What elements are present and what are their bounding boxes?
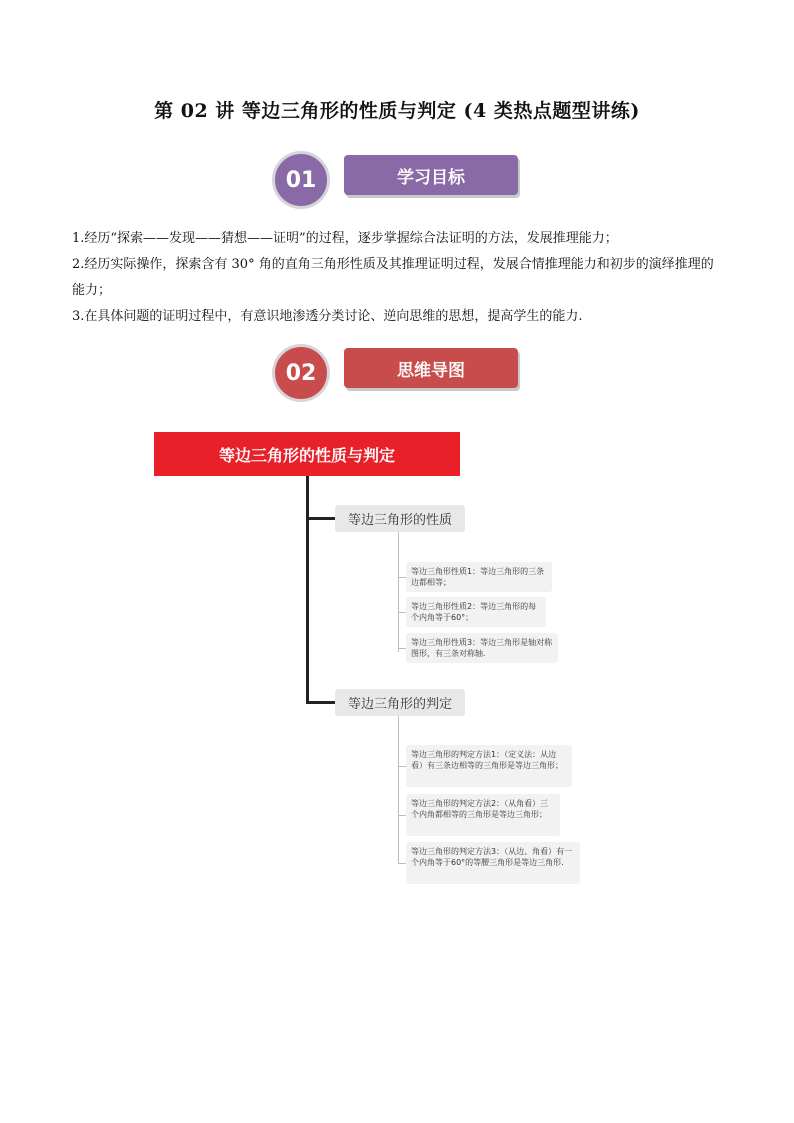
mindmap-leaf: 等边三角形的判定方法1：（定义法：从边看）有三条边相等的三角形是等边三角形； — [406, 745, 572, 787]
section-label: 思维导图 — [344, 348, 518, 388]
connector-line — [398, 532, 399, 652]
mindmap-branch-properties: 等边三角形的性质 — [335, 505, 465, 532]
mindmap-leaf: 等边三角形性质1：等边三角形的三条边都相等； — [406, 562, 552, 592]
connector-line — [398, 648, 406, 649]
connector-line — [306, 701, 336, 704]
section-label: 学习目标 — [344, 155, 518, 195]
mindmap-branch-criteria: 等边三角形的判定 — [335, 689, 465, 716]
connector-line — [398, 863, 406, 864]
section-number: 01 — [272, 151, 330, 209]
connector-line — [398, 815, 406, 816]
connector-line — [398, 716, 399, 864]
mindmap-root: 等边三角形的性质与判定 — [154, 432, 460, 476]
goal-item: 2.经历实际操作，探索含有 30° 角的直角三角形性质及其推理证明过程，发展合情推理能力和初步的演绎推理的能力； — [72, 257, 714, 298]
section-number: 02 — [272, 344, 330, 402]
mindmap-leaf: 等边三角形的判定方法3：（从边、角看）有一个内角等于60°的等腰三角形是等边三角形. — [406, 842, 580, 884]
connector-line — [306, 517, 336, 520]
document-title: 第 02 讲 等边三角形的性质与判定 (4 类热点题型讲练) — [154, 100, 640, 122]
mindmap-leaf: 等边三角形性质3：等边三角形是轴对称图形，有三条对称轴. — [406, 633, 558, 663]
connector-line — [398, 766, 406, 767]
mindmap-leaf: 等边三角形性质2：等边三角形的每个内角等于60°； — [406, 597, 546, 627]
mindmap-leaf: 等边三角形的判定方法2：（从角看）三个内角都相等的三角形是等边三角形； — [406, 794, 560, 836]
learning-goals — [72, 226, 724, 330]
connector-line — [398, 577, 406, 578]
goal-item: 3.在具体问题的证明过程中，有意识地渗透分类讨论、逆向思维的思想，提高学生的能力. — [72, 309, 583, 324]
goal-item: 1.经历“探索——发现——猜想——证明”的过程，逐步掌握综合法证明的方法，发展推理能力； — [72, 231, 618, 246]
connector-line — [306, 476, 309, 704]
connector-line — [398, 612, 406, 613]
